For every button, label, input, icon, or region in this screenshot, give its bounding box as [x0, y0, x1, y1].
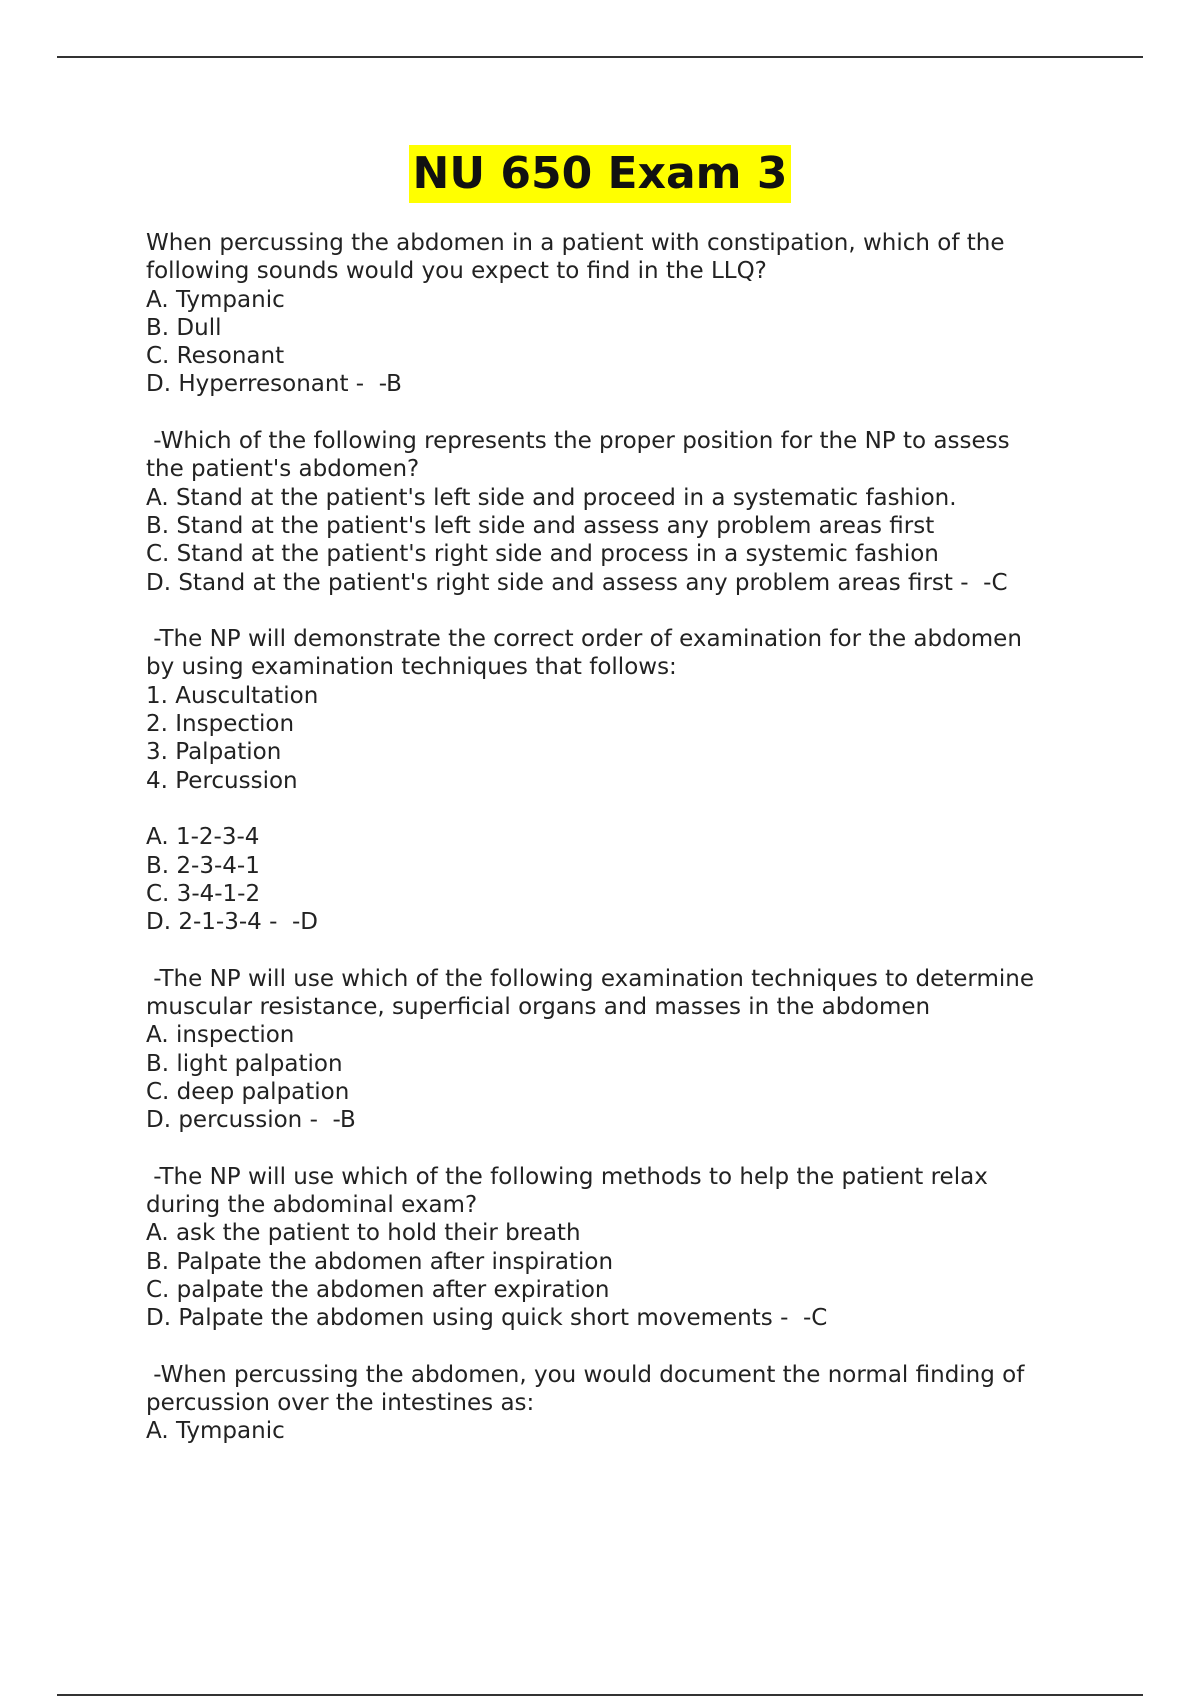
technique-step: 2. Inspection [146, 711, 295, 738]
question-stem-line: When percussing the abdomen in a patient with constipation, which of the [146, 230, 1005, 256]
answer-option: D. percussion - -B [146, 1107, 356, 1134]
question-block [146, 625, 1146, 936]
question-block [146, 1163, 1146, 1333]
answer-option: A. ask the patient to hold their breath [146, 1220, 581, 1247]
title-container [0, 145, 1200, 203]
answer-option: D. Stand at the patient's right side and assess any problem areas first - -C [146, 569, 1008, 596]
question-block [146, 965, 1146, 1135]
question-stem-line: the patient's abdomen? [146, 456, 420, 483]
spacer [146, 1333, 1146, 1361]
answer-option: A. inspection [146, 1022, 295, 1049]
question-block [146, 229, 1146, 399]
answer-option: A. 1-2-3-4 [146, 824, 260, 851]
technique-step: 1. Auscultation [146, 682, 319, 709]
technique-step: 4. Percussion [146, 767, 298, 794]
spacer [146, 597, 1146, 625]
footer-rule [57, 1694, 1143, 1696]
spacer [146, 399, 1146, 427]
question-stem-line: -The NP will demonstrate the correct order of examination for the abdomen [146, 626, 1022, 653]
header-rule [57, 56, 1143, 58]
answer-option: A. Tympanic [146, 286, 285, 313]
spacer [146, 1135, 1146, 1163]
document-body [146, 229, 1146, 1446]
answer-option: D. Hyperresonant - -B [146, 371, 402, 398]
question-stem-line: percussion over the intestines as: [146, 1390, 535, 1417]
question-block [146, 427, 1146, 597]
question-stem-line: during the abdominal exam? [146, 1192, 478, 1219]
answer-option: D. 2-1-3-4 - -D [146, 909, 319, 936]
page-title: NU 650 Exam 3 [409, 145, 792, 203]
answer-option: C. palpate the abdomen after expiration [146, 1276, 610, 1303]
answer-option: C. deep palpation [146, 1078, 350, 1105]
answer-option: B. Palpate the abdomen after inspiration [146, 1248, 614, 1275]
answer-option: D. Palpate the abdomen using quick short movements - -C [146, 1305, 828, 1332]
answer-option: B. 2-3-4-1 [146, 852, 260, 879]
question-stem-line: -The NP will use which of the following methods to help the patient relax [146, 1163, 988, 1190]
question-stem-line: -The NP will use which of the following examination techniques to determine [146, 965, 1035, 992]
question-stem-line: by using examination techniques that follows: [146, 654, 677, 681]
answer-option: C. Stand at the patient's right side and process in a systemic fashion [146, 541, 939, 568]
spacer [146, 795, 1146, 823]
question-stem-line: -When percussing the abdomen, you would document the normal finding of [146, 1361, 1025, 1388]
question-block [146, 1361, 1146, 1446]
answer-option: B. Dull [146, 314, 222, 341]
question-stem-line: following sounds would you expect to find in the LLQ? [146, 258, 767, 285]
answer-option: C. 3-4-1-2 [146, 880, 261, 907]
spacer [146, 936, 1146, 964]
answer-option: A. Stand at the patient's left side and proceed in a systematic fashion. [146, 484, 957, 511]
question-stem-line: muscular resistance, superficial organs and masses in the abdomen [146, 994, 931, 1021]
question-stem-line: -Which of the following represents the proper position for the NP to assess [146, 428, 1010, 455]
answer-option: B. light palpation [146, 1050, 343, 1077]
answer-option: A. Tympanic [146, 1418, 285, 1445]
answer-option: C. Resonant [146, 343, 285, 370]
technique-step: 3. Palpation [146, 739, 282, 766]
answer-option: B. Stand at the patient's left side and assess any problem areas first [146, 512, 935, 539]
